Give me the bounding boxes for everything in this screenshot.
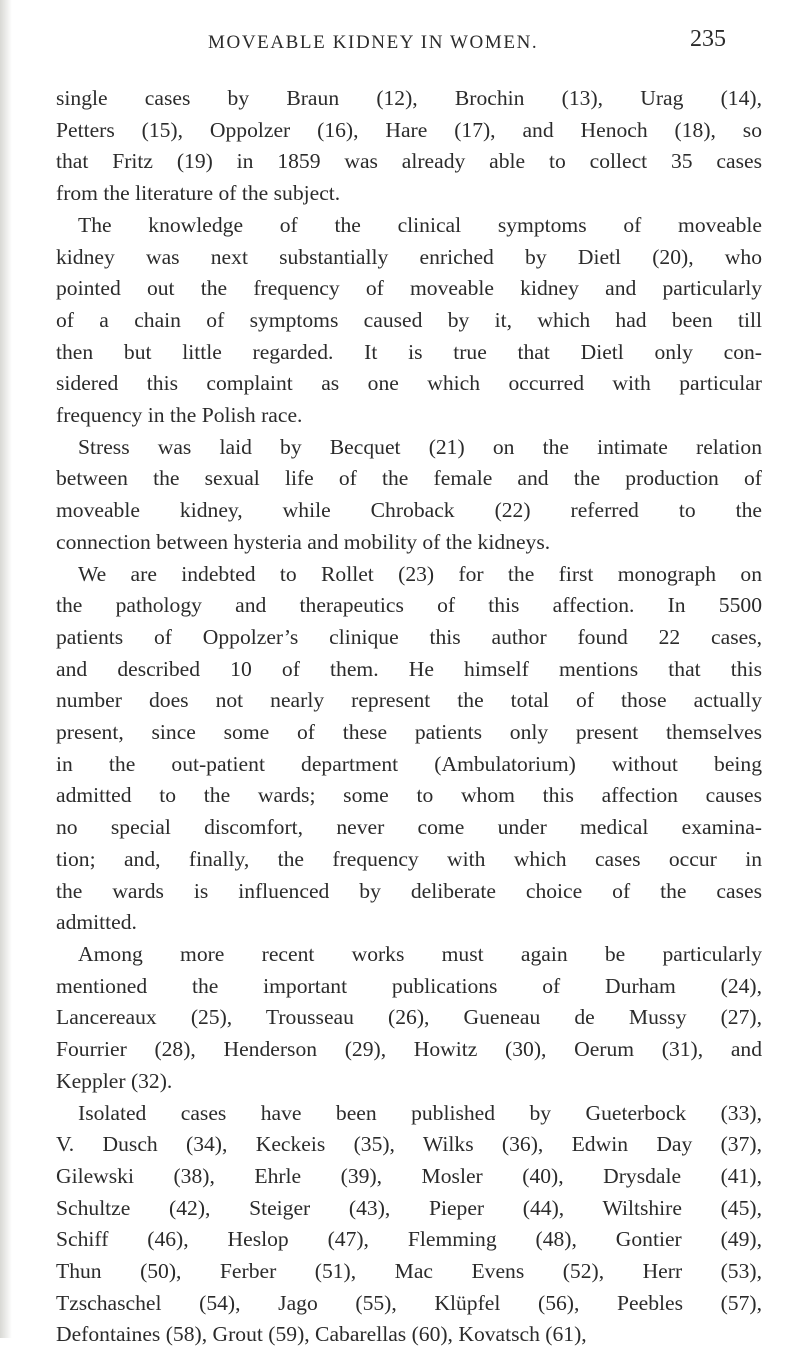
text-line: Stress was laid by Becquet (21) on the intimate relation <box>56 432 762 464</box>
text-line: kidney was next substantially enriched by Dietl (20), who <box>56 242 762 274</box>
text-line: Among more recent works must again be particularly <box>56 939 762 971</box>
page-header <box>0 32 800 62</box>
text-line: Defontaines (58), Grout (59), Cabarellas (60), Kovatsch (61), <box>56 1319 762 1351</box>
text-line: number does not nearly represent the total of those actually <box>56 685 762 717</box>
paragraph <box>56 83 762 210</box>
paragraph <box>56 432 762 559</box>
text-line: Keppler (32). <box>56 1066 762 1098</box>
page-number: 235 <box>690 26 726 53</box>
paragraph <box>56 939 762 1098</box>
text-line: of a chain of symptoms caused by it, which had been till <box>56 305 762 337</box>
text-line: the pathology and therapeutics of this affection. In 5500 <box>56 590 762 622</box>
text-line: Schiff (46), Heslop (47), Flemming (48), Gontier (49), <box>56 1224 762 1256</box>
text-line: patients of Oppolzer’s clinique this author found 22 cases, <box>56 622 762 654</box>
text-line: tion; and, finally, the frequency with which cases occur in <box>56 844 762 876</box>
text-line: that Fritz (19) in 1859 was already able to collect 35 cases <box>56 146 762 178</box>
running-head: MOVEABLE KIDNEY IN WOMEN. <box>208 32 538 54</box>
text-line: admitted. <box>56 907 762 939</box>
text-line: and described 10 of them. He himself mentions that this <box>56 654 762 686</box>
text-line: Lancereaux (25), Trousseau (26), Gueneau de Mussy (27), <box>56 1002 762 1034</box>
text-line: admitted to the wards; some to whom this affection causes <box>56 780 762 812</box>
text-line: from the literature of the subject. <box>56 178 762 210</box>
text-line: Schultze (42), Steiger (43), Pieper (44), Wiltshire (45), <box>56 1193 762 1225</box>
text-line: The knowledge of the clinical symptoms of moveable <box>56 210 762 242</box>
text-line: the wards is influenced by deliberate choice of the cases <box>56 876 762 908</box>
text-line: Tzschaschel (54), Jago (55), Klüpfel (56), Peebles (57), <box>56 1288 762 1320</box>
text-line: moveable kidney, while Chroback (22) referred to the <box>56 495 762 527</box>
text-line: V. Dusch (34), Keckeis (35), Wilks (36), Edwin Day (37), <box>56 1129 762 1161</box>
text-line: no special discomfort, never come under medical examina- <box>56 812 762 844</box>
text-line: then but little regarded. It is true that Dietl only con- <box>56 337 762 369</box>
text-line: Petters (15), Oppolzer (16), Hare (17), and Henoch (18), so <box>56 115 762 147</box>
text-line: Isolated cases have been published by Gueterbock (33), <box>56 1098 762 1130</box>
text-line: Fourrier (28), Henderson (29), Howitz (30), Oerum (31), and <box>56 1034 762 1066</box>
text-line: connection between hysteria and mobility of the kidneys. <box>56 527 762 559</box>
text-line: present, since some of these patients only present themselves <box>56 717 762 749</box>
text-line: sidered this complaint as one which occurred with particular <box>56 368 762 400</box>
text-line: pointed out the frequency of moveable kidney and particularly <box>56 273 762 305</box>
text-line: in the out-patient department (Ambulatorium) without being <box>56 749 762 781</box>
text-line: between the sexual life of the female and the production of <box>56 463 762 495</box>
text-line: frequency in the Polish race. <box>56 400 762 432</box>
paragraph <box>56 1098 762 1351</box>
paragraph <box>56 210 762 432</box>
text-line: mentioned the important publications of Durham (24), <box>56 971 762 1003</box>
text-line: We are indebted to Rollet (23) for the first monograph on <box>56 559 762 591</box>
text-line: Thun (50), Ferber (51), Mac Evens (52), Herr (53), <box>56 1256 762 1288</box>
text-line: Gilewski (38), Ehrle (39), Mosler (40), Drysdale (41), <box>56 1161 762 1193</box>
paragraph <box>56 559 762 939</box>
page-edge-shadow <box>0 0 12 1338</box>
body-text <box>56 83 762 1351</box>
text-line: single cases by Braun (12), Brochin (13), Urag (14), <box>56 83 762 115</box>
